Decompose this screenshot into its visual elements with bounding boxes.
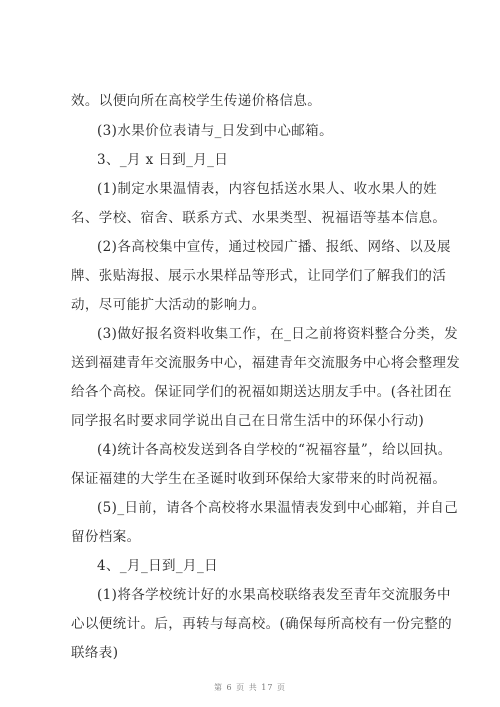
text-line: 3、_月 x 日到_月_日 xyxy=(97,152,229,168)
text-line: (5)_日前，请各个高校将水果温情表发到中心邮箱，并自己 xyxy=(97,500,459,516)
text-line: 4、_月_日到_月_日 xyxy=(97,558,218,574)
text-line: 心以便统计。后，再转与每高校。(确保每所高校有一份完整的 xyxy=(71,616,452,632)
text-line: 送到福建青年交流服务中心，福建青年交流服务中心将会整理发 xyxy=(71,355,461,371)
text-line: (4)统计各高校发送到各自学校的“祝福容量”，给以回执。 xyxy=(97,442,452,458)
page-number-footer: 第 6 页 共 17 页 xyxy=(214,683,286,692)
text-line: 动，尽可能扩大活动的影响力。 xyxy=(71,297,266,313)
text-line: 给各个高校。保证同学们的祝福如期送达朋友手中。(各社团在 xyxy=(71,384,452,400)
text-line: 效。以便向所在高校学生传递价格信息。 xyxy=(71,93,322,109)
text-line: 同学报名时要求同学说出自己在日常生活中的环保小行动) xyxy=(71,413,425,429)
text-line: (1)制定水果温情表，内容包括送水果人、收水果人的姓 xyxy=(97,181,438,197)
text-line: 联络表) xyxy=(71,645,119,661)
text-line: 牌、张贴海报、展示水果样品等形式，让同学们了解我们的活 xyxy=(71,268,447,284)
text-line: 保证福建的大学生在圣诞时收到环保给大家带来的时尚祝福。 xyxy=(71,471,447,487)
text-line: (3)水果价位表请与_日发到中心邮箱。 xyxy=(97,123,333,139)
text-line: (3)做好报名资料收集工作，在_日之前将资料整合分类，发 xyxy=(97,326,459,342)
text-line: 留份档案。 xyxy=(71,529,141,545)
text-line: 名、学校、宿舍、联系方式、水果类型、祝福语等基本信息。 xyxy=(71,210,447,226)
text-line: (1)将各学校统计好的水果高校联络表发至青年交流服务中 xyxy=(97,587,451,603)
text-line: (2)各高校集中宣传，通过校园广播、报纸、网络、以及展 xyxy=(97,239,451,255)
